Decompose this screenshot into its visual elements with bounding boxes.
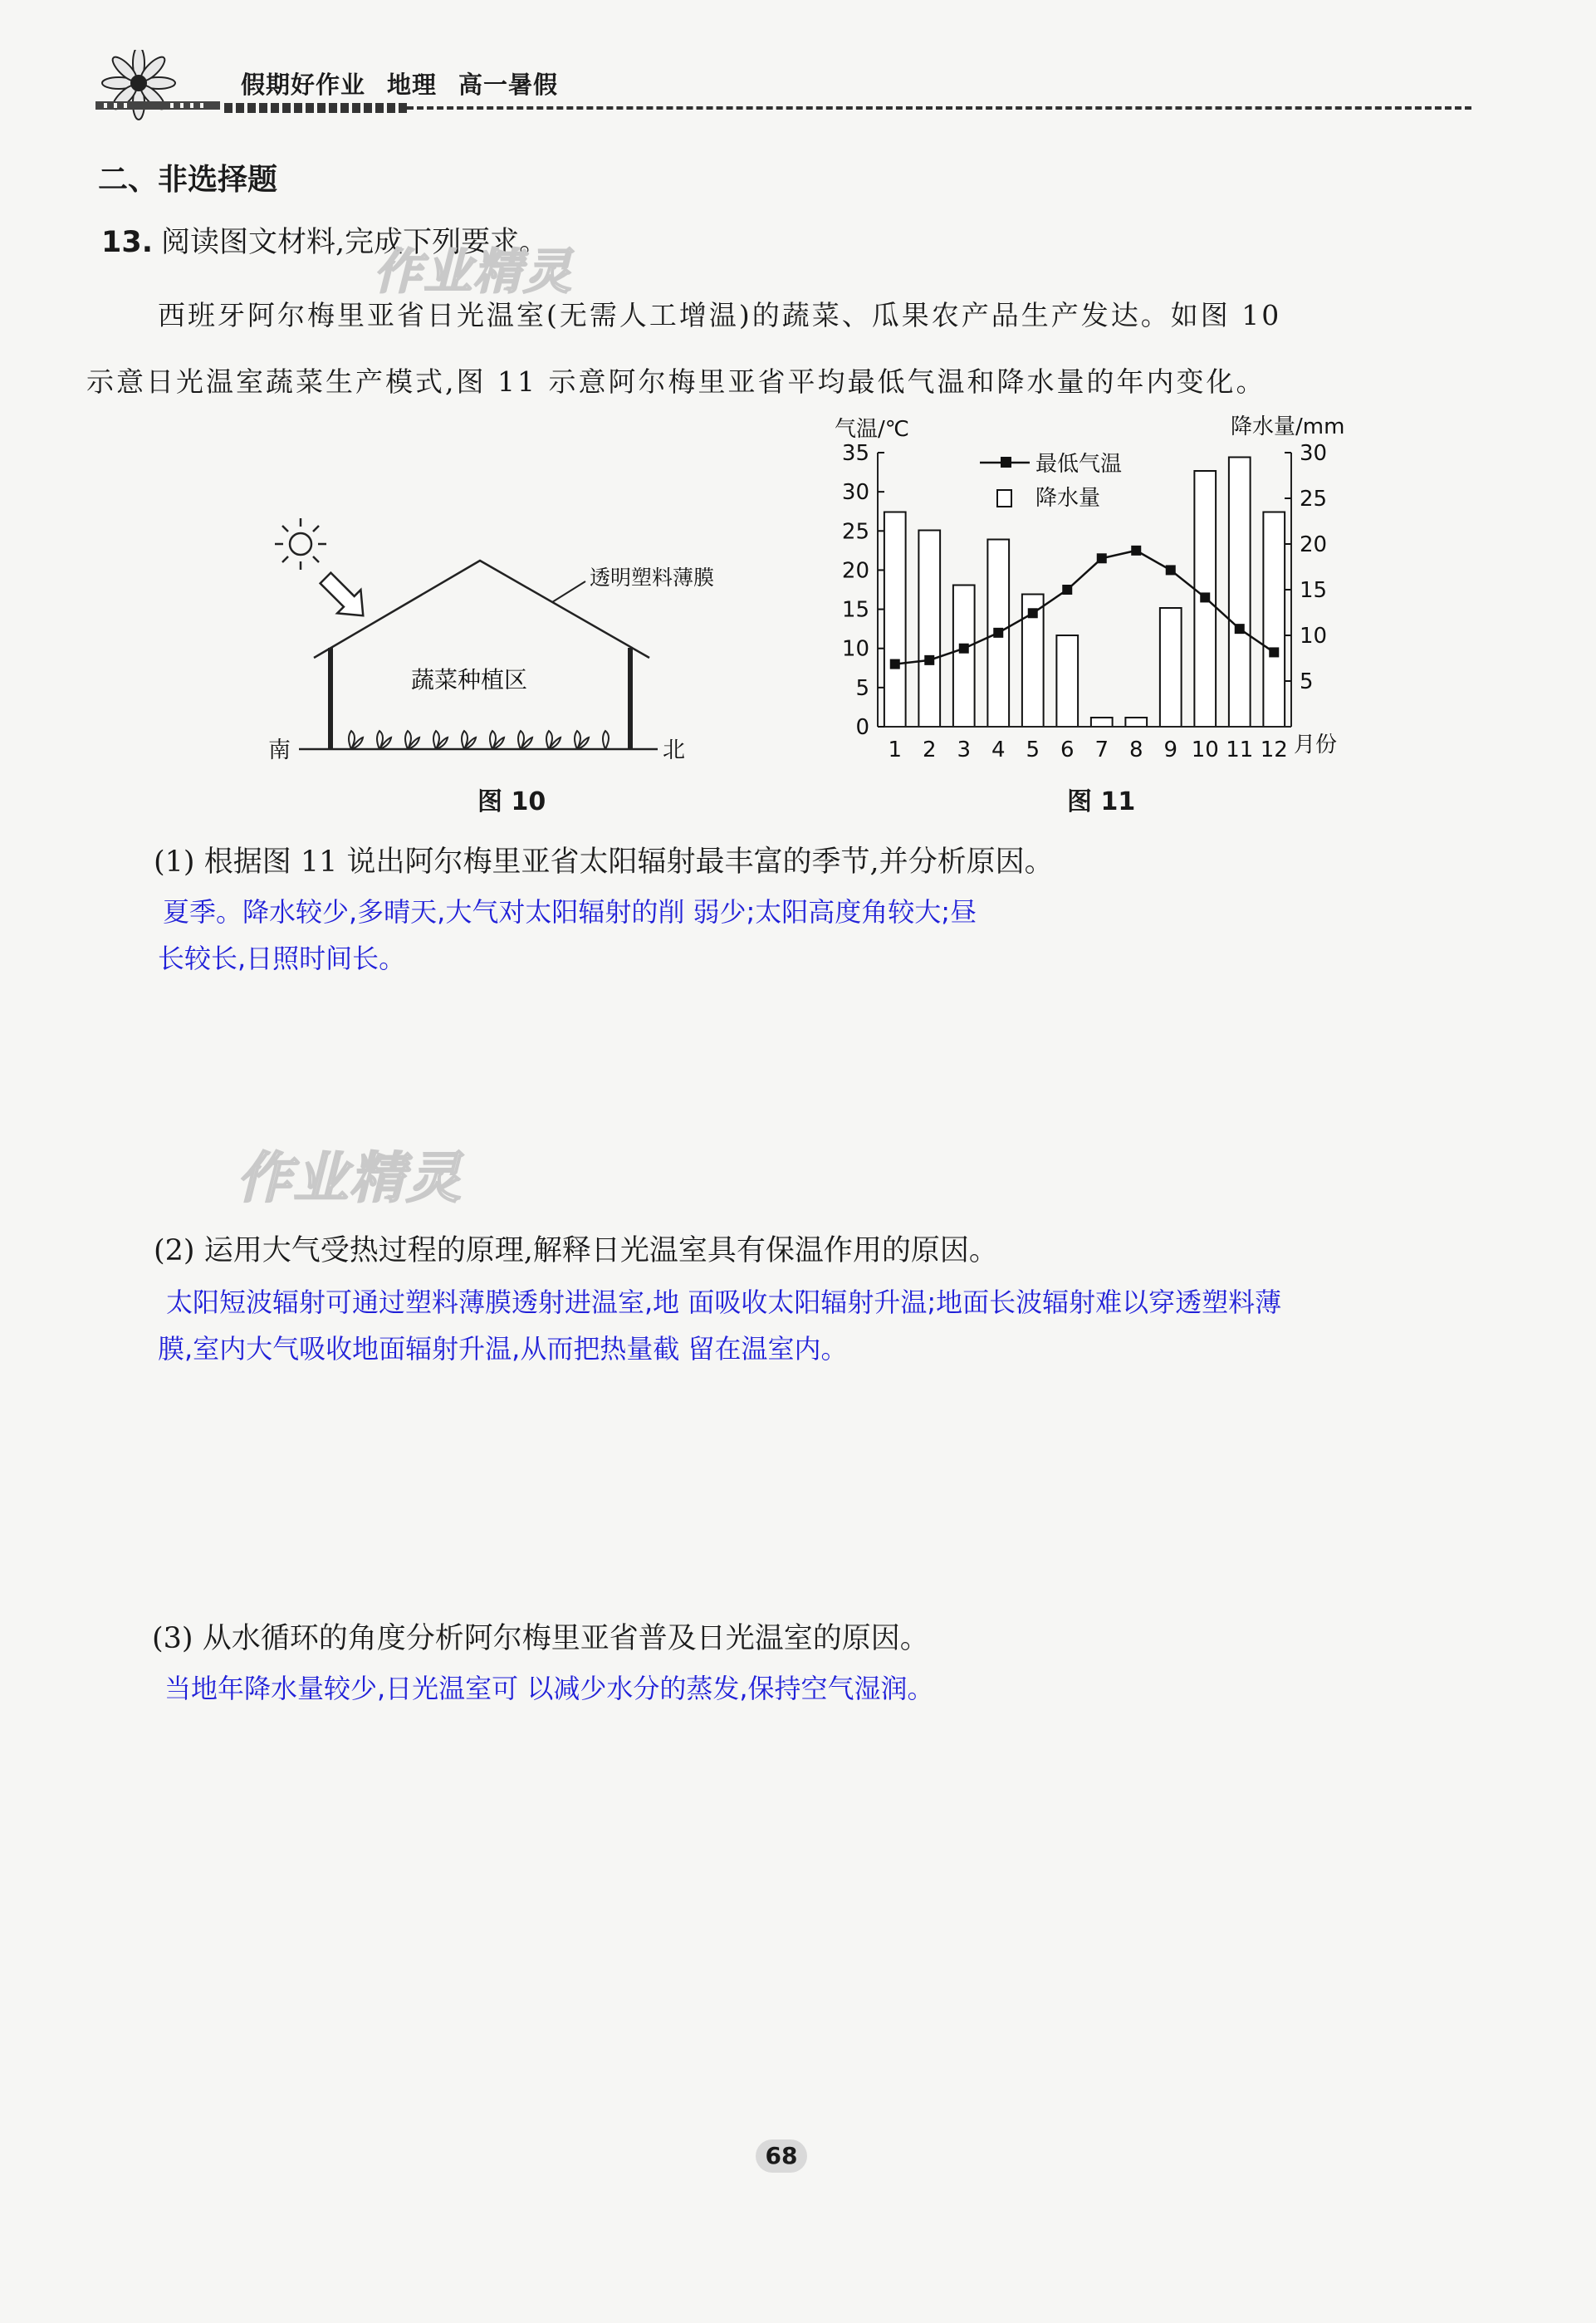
temp-point xyxy=(1200,592,1210,602)
right-tick-label: 25 xyxy=(1300,487,1328,512)
section-title: 二、非选择题 xyxy=(98,163,278,197)
temp-point xyxy=(993,628,1003,638)
left-tick-label: 10 xyxy=(841,636,869,662)
figure10-caption: 图 10 xyxy=(477,787,546,816)
temp-point xyxy=(924,655,934,665)
header-title xyxy=(241,66,580,100)
material-line-1: 西班牙阿尔梅里亚省日光温室(无需人工增温)的蔬菜、瓜果农产品生产发达。如图 10 xyxy=(158,299,1282,331)
film-label: 透明塑料薄膜 xyxy=(590,566,714,590)
right-tick-label: 5 xyxy=(1300,669,1314,694)
figure10-diagram xyxy=(249,507,714,772)
x-tick-label: 3 xyxy=(957,738,972,762)
sub2-answer-line-2: 膜,室内大气吸收地面辐射升温,从而把热量截 留在温室内。 xyxy=(158,1333,848,1365)
sun-icon xyxy=(275,518,326,570)
page-number: 68 xyxy=(756,2139,807,2173)
header-dashed-line xyxy=(407,106,1471,110)
legend-temp: 最低气温 xyxy=(1035,452,1123,477)
sub3-question: (3) 从水循环的角度分析阿尔梅里亚省普及日光温室的原因。 xyxy=(152,1622,929,1655)
left-tick-label: 25 xyxy=(841,519,869,545)
area-label: 蔬菜种植区 xyxy=(411,666,528,693)
x-tick-label: 2 xyxy=(922,738,937,762)
temp-point xyxy=(1235,624,1245,634)
greenhouse-wall-north xyxy=(628,648,633,749)
left-axis-label: 气温/℃ xyxy=(835,417,909,442)
question-number: 13. xyxy=(101,226,154,259)
header-bar xyxy=(224,103,407,113)
precip-bar xyxy=(953,586,975,728)
x-axis-label: 月份 xyxy=(1294,733,1338,757)
temp-point xyxy=(959,644,969,654)
watermark-mid: 作业精灵 xyxy=(237,1146,463,1210)
left-tick-label: 30 xyxy=(841,480,869,506)
right-axis-label: 降水量/mm xyxy=(1231,414,1345,439)
temp-point xyxy=(1166,565,1176,575)
precip-bar xyxy=(1056,635,1078,727)
left-tick-label: 15 xyxy=(841,597,869,623)
header-grade: 高一暑假 xyxy=(458,71,559,99)
material-paragraph xyxy=(86,282,1478,415)
left-tick-label: 5 xyxy=(855,675,869,701)
sub1-answer xyxy=(158,889,977,982)
temp-point xyxy=(1028,608,1038,618)
precip-bar xyxy=(1091,718,1113,727)
x-tick-label: 7 xyxy=(1094,738,1109,762)
watermark-top: 作业精灵 xyxy=(374,243,574,300)
sub2-answer xyxy=(158,1279,1282,1372)
figure11-chart xyxy=(818,407,1383,772)
greenhouse-wall-south xyxy=(328,648,333,749)
sub1-answer-line-1: 夏季。降水较少,多晴天,大气对太阳辐射的削 弱少;太阳高度角较大;昼 xyxy=(163,896,977,928)
flower-logo-icon xyxy=(87,50,228,125)
legend xyxy=(980,452,1122,511)
x-tick-label: 8 xyxy=(1128,738,1143,762)
precip-bar xyxy=(1229,458,1251,728)
precip-bar xyxy=(1125,718,1147,727)
x-tick-label: 6 xyxy=(1060,738,1075,762)
temp-point xyxy=(1131,546,1141,556)
x-tick-label: 10 xyxy=(1191,738,1219,762)
sunlight-arrow-icon xyxy=(314,566,375,628)
x-tick-label: 5 xyxy=(1026,738,1040,762)
x-tick-label: 1 xyxy=(888,738,903,762)
sub3-answer-line-1: 当地年降水量较少,日光温室可 以减少水分的蒸发,保持空气湿润。 xyxy=(164,1673,934,1704)
legend-precip: 降水量 xyxy=(1035,486,1101,511)
temp-point xyxy=(1097,553,1107,563)
precip-bar xyxy=(884,512,906,728)
sub2-answer-line-1: 太阳短波辐射可通过塑料薄膜透射进温室,地 面吸收太阳辐射升温;地面长波辐射难以穿透塑料薄 xyxy=(166,1286,1282,1318)
left-tick-label: 20 xyxy=(841,558,869,584)
sub3-answer xyxy=(164,1665,934,1712)
vegetable-plants xyxy=(349,731,609,749)
right-tick-label: 20 xyxy=(1300,532,1328,557)
header-book: 假期好作业 xyxy=(241,71,366,99)
temp-point xyxy=(1269,647,1279,657)
x-tick-label: 9 xyxy=(1163,738,1178,762)
temp-point xyxy=(890,659,900,669)
x-tick-label: 11 xyxy=(1226,738,1254,762)
left-tick-label: 0 xyxy=(855,715,869,740)
material-line-2: 示意日光温室蔬菜生产模式,图 11 示意阿尔梅里亚省平均最低气温和降水量的年内变化。 xyxy=(86,365,1266,398)
north-label: 北 xyxy=(663,738,685,763)
figure11-caption: 图 11 xyxy=(1067,787,1136,816)
right-tick-label: 15 xyxy=(1300,578,1328,603)
south-label: 南 xyxy=(268,738,291,763)
left-tick-label: 35 xyxy=(841,441,869,466)
precip-bar xyxy=(918,531,940,728)
x-tick-label: 4 xyxy=(991,738,1006,762)
precip-bar xyxy=(1263,512,1285,728)
sub2-question: (2) 运用大气受热过程的原理,解释日光温室具有保温作用的原因。 xyxy=(154,1234,998,1267)
x-tick-label: 12 xyxy=(1260,738,1288,762)
question-instruction: 阅读图文材料,完成下列要求。 xyxy=(161,226,549,259)
temp-point xyxy=(1062,585,1072,595)
sub1-question: (1) 根据图 11 说出阿尔梅里亚省太阳辐射最丰富的季节,并分析原因。 xyxy=(154,845,1054,879)
right-tick-label: 10 xyxy=(1300,624,1328,649)
temperature-line xyxy=(895,551,1275,664)
right-tick-label: 30 xyxy=(1300,441,1328,466)
precip-bar xyxy=(1160,608,1182,727)
header-subject: 地理 xyxy=(387,71,438,99)
sub1-answer-line-2: 长较长,日照时间长。 xyxy=(158,943,406,974)
